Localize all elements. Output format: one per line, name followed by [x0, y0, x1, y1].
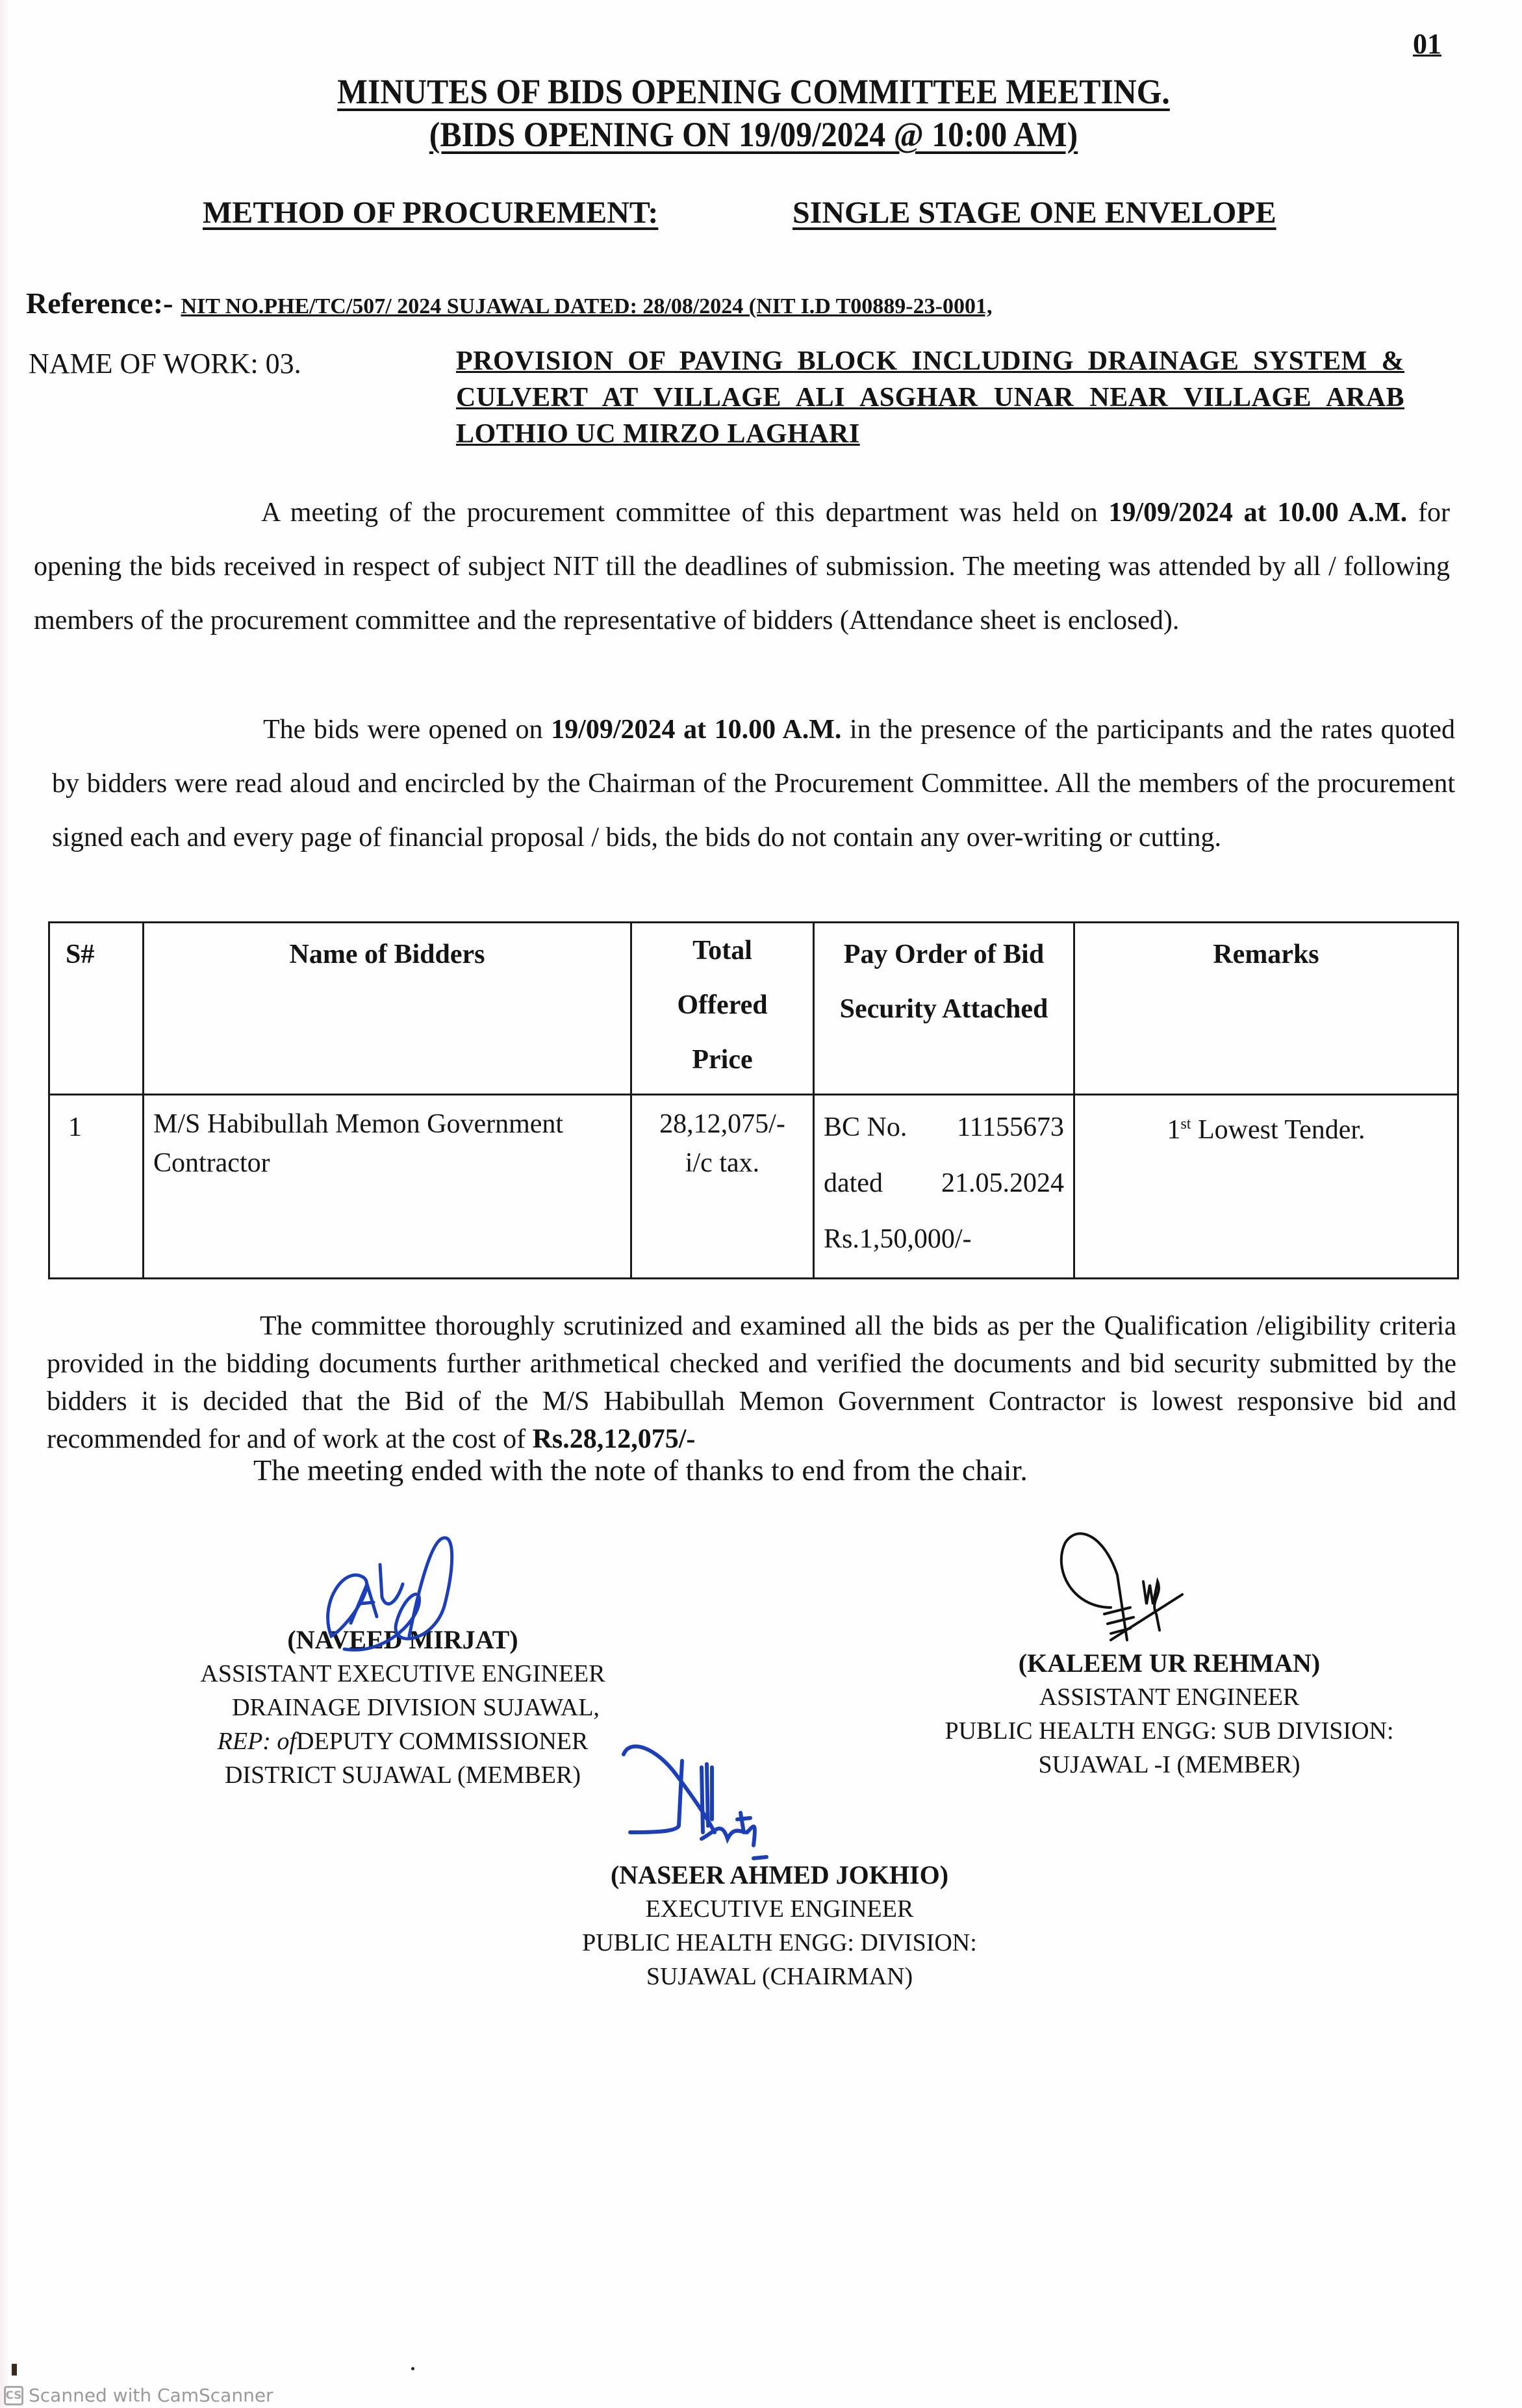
po-date-line [824, 1155, 1064, 1211]
p2-text-a: The bids were opened on [263, 715, 552, 745]
po-dated-label: dated [824, 1168, 883, 1198]
watermark-text: Scanned with CamScanner [29, 2385, 273, 2406]
signature-kaleem-ur-rehman [1046, 1517, 1202, 1646]
po-amount: Rs.1,50,000/- [824, 1224, 972, 1254]
reference [26, 286, 992, 320]
scan-mark [12, 2364, 17, 2376]
header-remarks: Remarks [1074, 923, 1458, 1095]
header-price: Total Offered Price [631, 923, 814, 1095]
paragraph-evaluation [47, 1307, 1456, 1458]
header-name: Name of Bidders [144, 923, 631, 1095]
p3-amount: Rs.28,12,075/- [532, 1424, 696, 1454]
page-edge-shadow [0, 0, 9, 2408]
paragraph-meeting [34, 486, 1450, 648]
signatory-right-name: (KALEEM UR REHMAN) [1018, 1648, 1321, 1678]
method-label: METHOD OF PROCUREMENT: [203, 196, 659, 230]
title-line-2: (BIDS OPENING ON 19/09/2024 @ 10:00 AM) [429, 115, 1078, 154]
cell-price [631, 1095, 814, 1279]
scanner-watermark [4, 2385, 273, 2406]
signatory-right-location: SUJAWAL -I (MEMBER) [1038, 1751, 1300, 1778]
price-note: i/c tax. [685, 1148, 760, 1178]
signatory-center-title: EXECUTIVE ENGINEER [645, 1895, 914, 1923]
signatory-right-title: ASSISTANT ENGINEER [1039, 1684, 1300, 1711]
rep-label: REP: of [217, 1728, 296, 1755]
table-row [49, 1095, 1458, 1279]
po-bc-label: BC No. [824, 1112, 907, 1142]
scan-speck [411, 2367, 414, 2370]
po-date: 21.05.2024 [941, 1168, 1064, 1198]
remarks-rank: 1 [1167, 1115, 1181, 1145]
signatory-left-title: ASSISTANT EXECUTIVE ENGINEER [200, 1660, 605, 1687]
signatory-left-rep [175, 1724, 630, 1758]
cell-sn: 1 [49, 1095, 144, 1279]
signatory-center-division: PUBLIC HEALTH ENGG: DIVISION: [582, 1929, 977, 1956]
po-bc-line [824, 1099, 1064, 1155]
rep-value: DEPUTY COMMISSIONER [296, 1728, 589, 1755]
p1-date: 19/09/2024 at 10.00 A.M. [1108, 498, 1408, 528]
p2-text-b: in the presence of the participants and the rates quoted by bidders were read aloud and encircled by the Chairman of the Procurement Committee. All the members of the procurement signed each and every page of financial proposal / bids, the bids do not contain any over-writing or cutting. [52, 715, 1455, 852]
p1-text-a: A meeting of the procurement committee of this department was held on [261, 498, 1109, 528]
bids-table [48, 921, 1459, 1279]
signatory-center-location: SUJAWAL (CHAIRMAN) [646, 1963, 913, 1990]
procurement-method [203, 195, 1276, 231]
signature-naveed-mirjat [305, 1526, 474, 1669]
work-title: PROVISION OF PAVING BLOCK INCLUDING DRAINAGE SYSTEM & CULVERT AT VILLAGE ALI ASGHAR UNAR NEAR VILLAGE ARAB LOTHIO UC MIRZO LAGHARI [456, 346, 1404, 449]
reference-value: NIT NO.PHE/TC/507/ 2024 SUJAWAL DATED: 28/08/2024 (NIT I.D T00889-23-0001, [181, 294, 993, 318]
table-header-row [49, 923, 1458, 1095]
signatory-right [890, 1646, 1449, 1782]
remarks-text: Lowest Tender. [1191, 1115, 1365, 1145]
p2-date: 19/09/2024 at 10.00 A.M. [551, 715, 842, 745]
signatory-left-division: DRAINAGE DIVISION SUJAWAL, [232, 1694, 600, 1721]
signatory-left-name: (NAVEED MIRJAT) [287, 1625, 518, 1654]
signatory-center [533, 1858, 1026, 1993]
po-bc-number: 11155673 [957, 1112, 1064, 1142]
page-number: 01 [1413, 28, 1441, 60]
signatory-right-division: PUBLIC HEALTH ENGG: SUB DIVISION: [945, 1717, 1394, 1745]
cell-remarks [1074, 1095, 1458, 1279]
p1-text-b: for opening the bids received in respect of subject NIT till the deadlines of submission. The meeting was attended by all / following members of the procurement committee and the representative of bidders (Attendance sheet is enclosed). [34, 498, 1451, 635]
reference-label: Reference:- [26, 287, 173, 320]
p3-text: The committee thoroughly scrutinized and examined all the bids as per the Qualification /eligibility criteria provided in the bidding documents further arithmetical checked and verified the documents and bid security submitted by the bidders it is decided that the Bid of the M/S Habibullah Memon Government Contractor is lowest responsive bid and recommended for and of work at the cost of [47, 1311, 1456, 1454]
signatory-left [175, 1623, 630, 1792]
paragraph-bids-opened [52, 703, 1455, 865]
work-label: NAME OF WORK: 03. [29, 348, 301, 379]
signature-naseer-ahmed-jokhio [617, 1735, 812, 1865]
method-value: SINGLE STAGE ONE ENVELOPE [793, 196, 1276, 230]
header-pay-order: Pay Order of Bid Security Attached [814, 923, 1074, 1095]
cell-pay-order [814, 1095, 1074, 1279]
remarks-suffix: st [1180, 1116, 1191, 1133]
price-value: 28,12,075/- [659, 1109, 785, 1139]
document-title [260, 70, 1247, 156]
paragraph-closing: The meeting ended with the note of thanks to end from the chair. [253, 1454, 1028, 1487]
signatory-center-name: (NASEER AHMED JOKHIO) [610, 1860, 949, 1889]
signatory-left-district: DISTRICT SUJAWAL (MEMBER) [225, 1761, 581, 1789]
cell-bidder-name: M/S Habibullah Memon Government Contractor [144, 1095, 631, 1279]
title-line-1: MINUTES OF BIDS OPENING COMMITTEE MEETING. [337, 72, 1170, 111]
header-sn: S# [49, 923, 144, 1095]
camscanner-logo-icon: CS [4, 2386, 23, 2405]
